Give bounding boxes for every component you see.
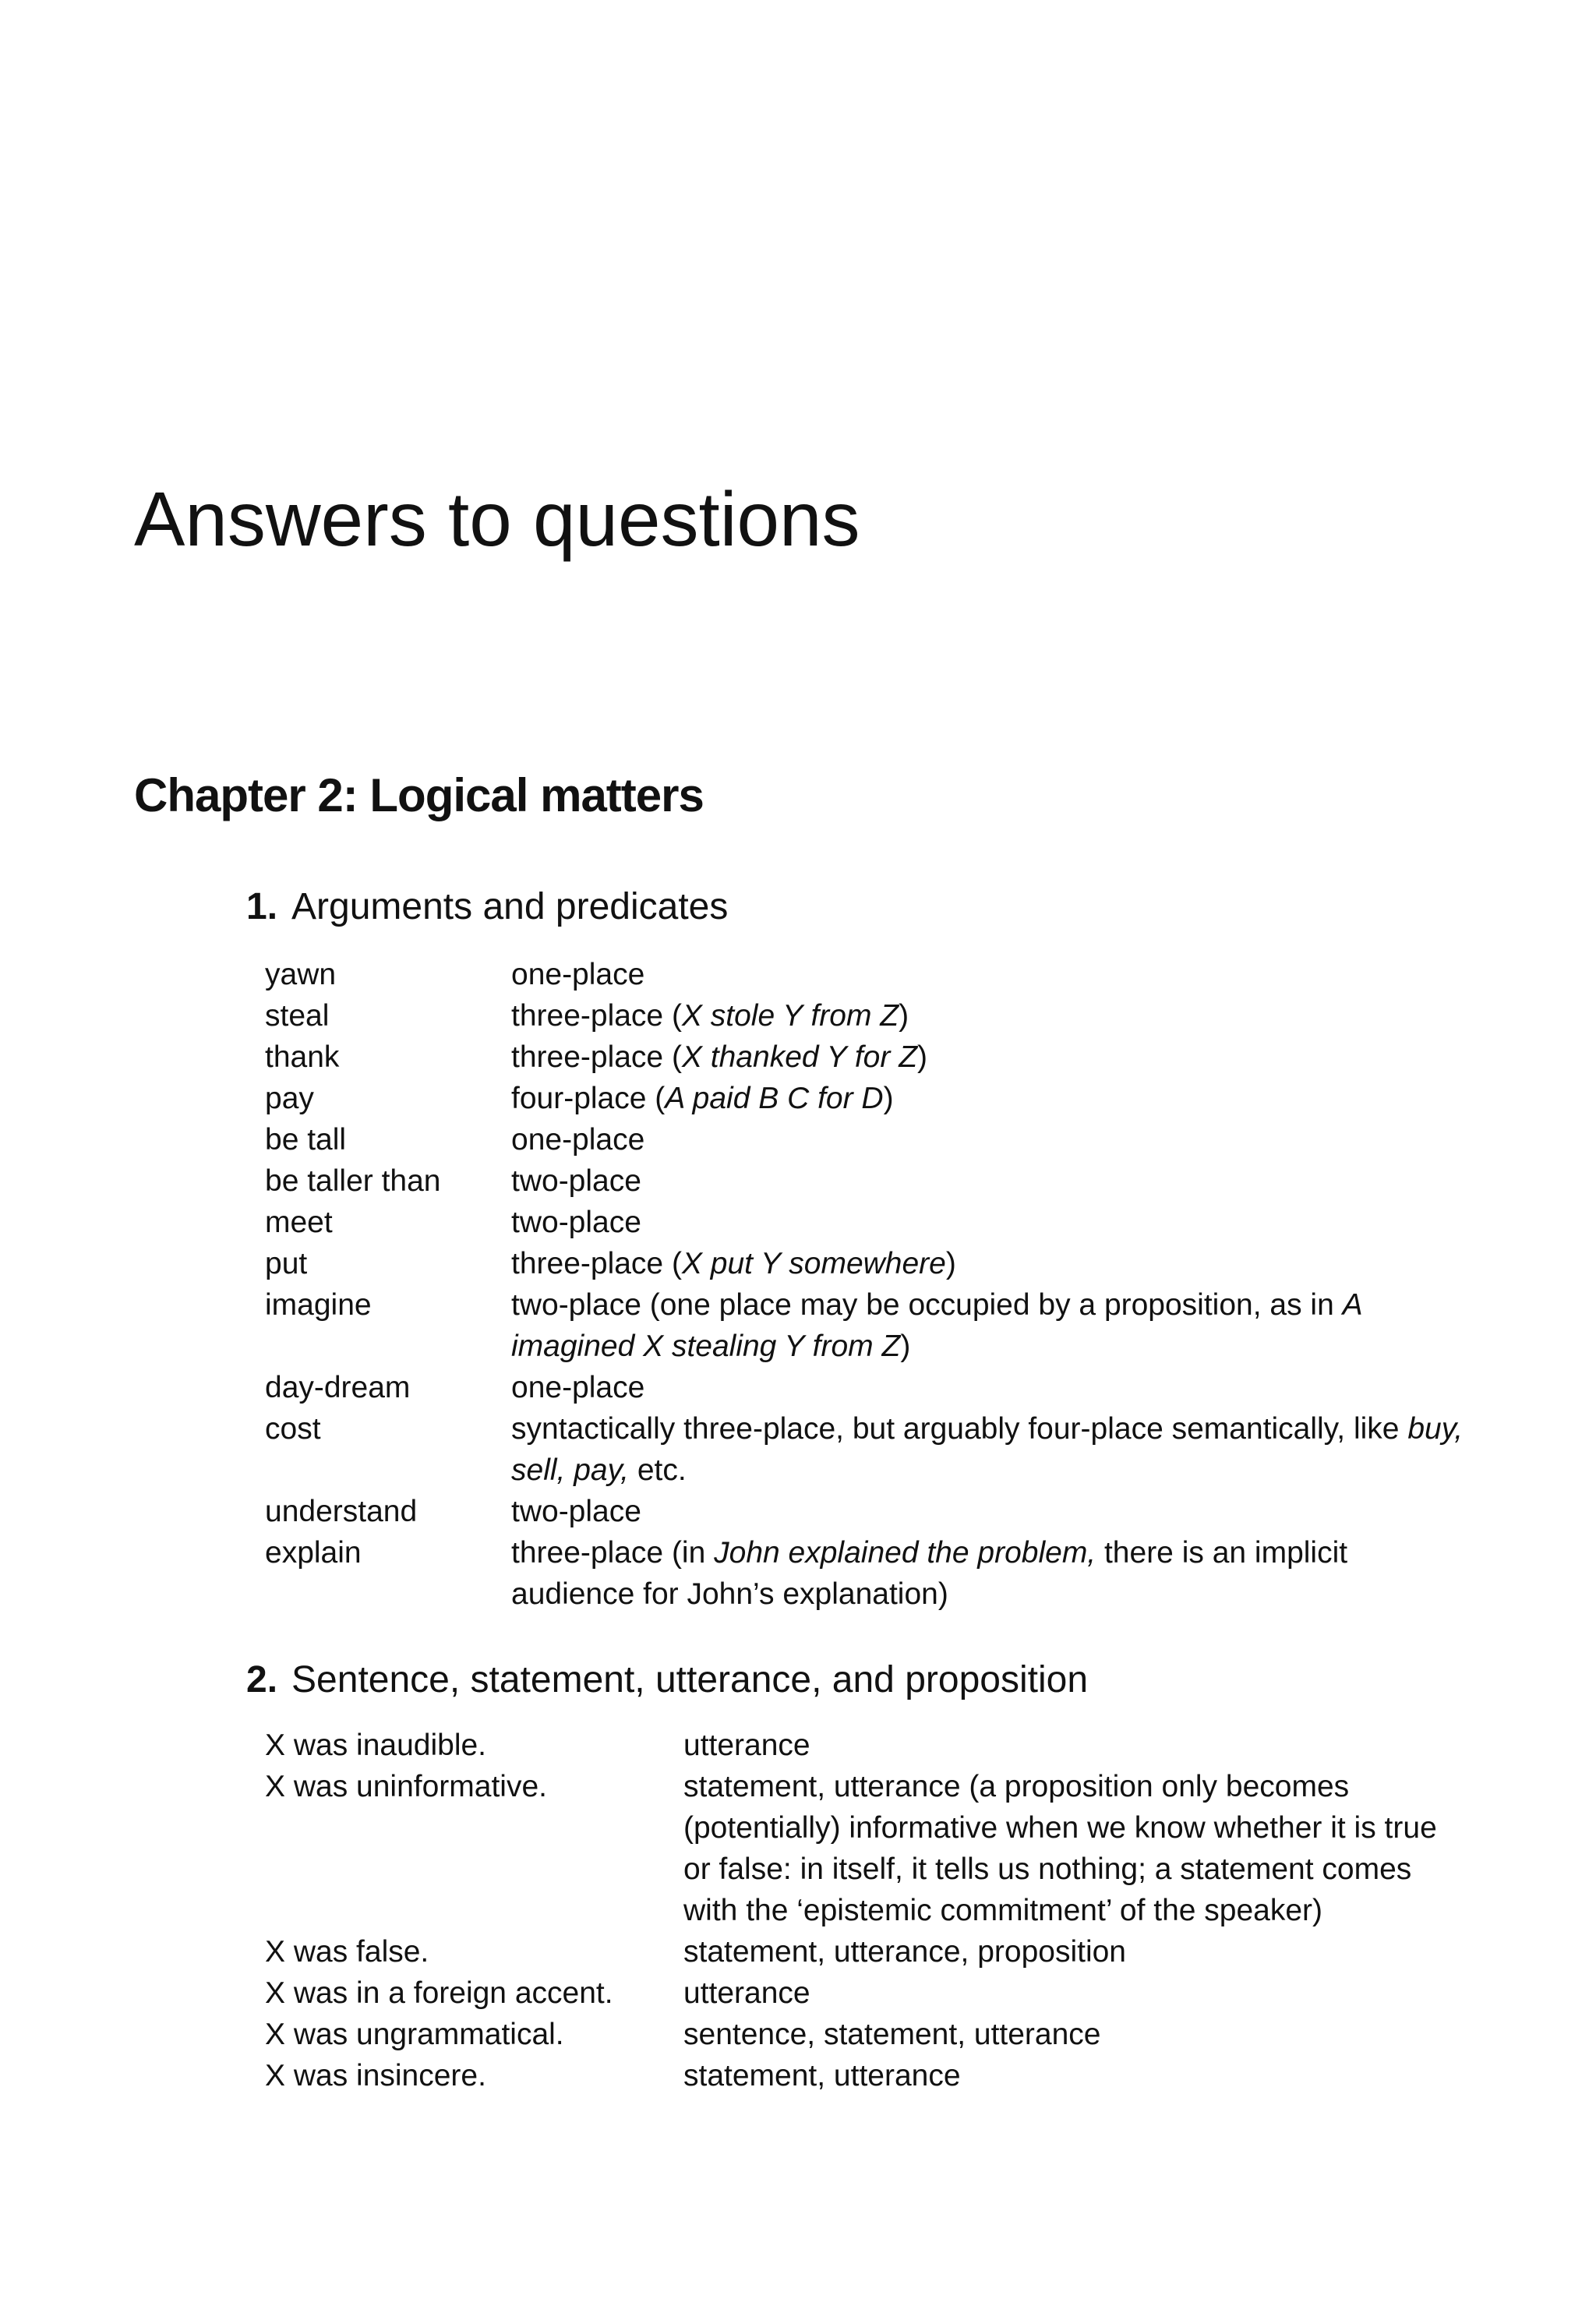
- answer-row: [265, 1160, 1465, 1202]
- section-number: 2.: [246, 1659, 278, 1700]
- answer-text: [683, 1931, 1465, 1972]
- answer-row: [265, 1119, 1465, 1160]
- answer-row: [265, 1491, 1465, 1532]
- answer-fragment: ): [945, 1247, 956, 1280]
- answer-row: [265, 1766, 1465, 1931]
- answer-fragment: utterance: [683, 1976, 810, 2010]
- answer-text: [511, 1078, 1465, 1119]
- answer-text: [511, 995, 1465, 1036]
- answer-term: put: [265, 1247, 308, 1280]
- answer-fragment: ): [917, 1040, 928, 1074]
- answer-fragment: three-place (: [511, 999, 682, 1033]
- answer-term: yawn: [265, 958, 337, 991]
- answer-row: [265, 995, 1465, 1036]
- answer-fragment: two-place (one place may be occupied by a proposition, as in: [511, 1288, 1343, 1322]
- answer-text: [511, 1367, 1465, 1408]
- answer-text: [683, 2014, 1465, 2055]
- answer-term: imagine: [265, 1288, 372, 1322]
- answer-fragment: three-place (: [511, 1247, 682, 1280]
- answer-row: [265, 1036, 1465, 1078]
- answer-fragment: sentence, statement, utterance: [683, 2018, 1101, 2051]
- answer-row: [265, 1367, 1465, 1408]
- answer-fragment: there is an implicit audience for John’s explanation): [511, 1536, 1348, 1611]
- answer-text: [683, 1725, 1465, 1766]
- section-number: 1.: [246, 886, 278, 927]
- answer-text: [511, 1202, 1465, 1243]
- answer-fragment: three-place (: [511, 1040, 682, 1074]
- answer-term: X was insincere.: [265, 2059, 486, 2092]
- answer-fragment: one-place: [511, 958, 645, 991]
- answer-fragment: statement, utterance (a proposition only becomes (potentially) informative when we know whether it is true or false: in itself, it tells us nothing; a statement comes with the ‘epistemic commitment’ of the speaker): [683, 1770, 1437, 1927]
- answer-term: X was in a foreign accent.: [265, 1976, 613, 2010]
- answer-fragment: etc.: [629, 1453, 687, 1487]
- answer-term: explain: [265, 1536, 362, 1570]
- italic-example: John explained the problem,: [714, 1536, 1096, 1570]
- sentence-table: [265, 1725, 1465, 2096]
- answer-fragment: two-place: [511, 1495, 641, 1528]
- answer-fragment: statement, utterance: [683, 2059, 961, 2092]
- answer-row: [265, 1243, 1465, 1284]
- answer-text: [511, 1408, 1465, 1491]
- answer-row: [265, 1078, 1465, 1119]
- answer-text: [683, 1972, 1465, 2014]
- answer-fragment: ): [900, 1330, 911, 1363]
- section-heading-arguments: [246, 885, 728, 928]
- italic-example: X thanked Y for Z: [681, 1040, 918, 1074]
- answer-text: [683, 1766, 1465, 1931]
- answer-text: [511, 1284, 1465, 1367]
- answer-fragment: statement, utterance, proposition: [683, 1935, 1126, 1969]
- answer-text: [511, 1243, 1465, 1284]
- answer-row: [265, 1972, 1465, 2014]
- answer-text: [511, 1532, 1465, 1615]
- answer-row: [265, 2014, 1465, 2055]
- italic-example: A paid B C for D: [665, 1082, 884, 1115]
- answer-row: [265, 1408, 1465, 1491]
- answer-term: day-dream: [265, 1371, 411, 1404]
- italic-example: X stole Y from Z: [681, 999, 899, 1033]
- answer-fragment: three-place (in: [511, 1536, 715, 1570]
- answer-term: X was uninformative.: [265, 1770, 547, 1803]
- section-title: Sentence, statement, utterance, and proposition: [291, 1659, 1089, 1700]
- answer-row: [265, 1725, 1465, 1766]
- italic-example: X put Y somewhere: [681, 1247, 946, 1280]
- answer-fragment: four-place (: [511, 1082, 666, 1115]
- answer-text: [511, 954, 1465, 995]
- page-title: Answers to questions: [134, 476, 860, 562]
- answer-text: [511, 1036, 1465, 1078]
- section-heading-sentence: [246, 1658, 1088, 1701]
- italic-example: buy, sell, pay,: [511, 1412, 1464, 1487]
- answer-fragment: two-place: [511, 1164, 641, 1198]
- answer-term: X was ungrammatical.: [265, 2018, 564, 2051]
- answer-row: [265, 1284, 1465, 1367]
- answer-fragment: one-place: [511, 1371, 645, 1404]
- answer-text: [683, 2055, 1465, 2096]
- answer-fragment: ): [883, 1082, 894, 1115]
- answer-fragment: ): [899, 999, 909, 1033]
- answer-row: [265, 2055, 1465, 2096]
- answer-row: [265, 1532, 1465, 1615]
- answer-fragment: utterance: [683, 1729, 810, 1762]
- answer-text: [511, 1491, 1465, 1532]
- italic-example: A imagined X stealing Y from Z: [511, 1288, 1362, 1363]
- answer-term: meet: [265, 1206, 333, 1239]
- answer-term: be tall: [265, 1123, 347, 1157]
- predicates-table: [265, 954, 1465, 1615]
- answer-fragment: one-place: [511, 1123, 645, 1157]
- answer-fragment: two-place: [511, 1206, 641, 1239]
- answer-text: [511, 1160, 1465, 1202]
- chapter-heading: Chapter 2: Logical matters: [134, 769, 704, 821]
- answer-row: [265, 1931, 1465, 1972]
- answer-term: cost: [265, 1412, 321, 1446]
- answer-term: be taller than: [265, 1164, 441, 1198]
- section-title: Arguments and predicates: [291, 886, 729, 927]
- answer-text: [511, 1119, 1465, 1160]
- answer-row: [265, 1202, 1465, 1243]
- answer-fragment: syntactically three-place, but arguably four-place semantically, like: [511, 1412, 1408, 1446]
- answer-term: X was false.: [265, 1935, 429, 1969]
- answer-term: understand: [265, 1495, 418, 1528]
- answer-term: X was inaudible.: [265, 1729, 487, 1762]
- answer-term: steal: [265, 999, 330, 1033]
- answer-term: thank: [265, 1040, 340, 1074]
- answer-row: [265, 954, 1465, 995]
- answer-term: pay: [265, 1082, 314, 1115]
